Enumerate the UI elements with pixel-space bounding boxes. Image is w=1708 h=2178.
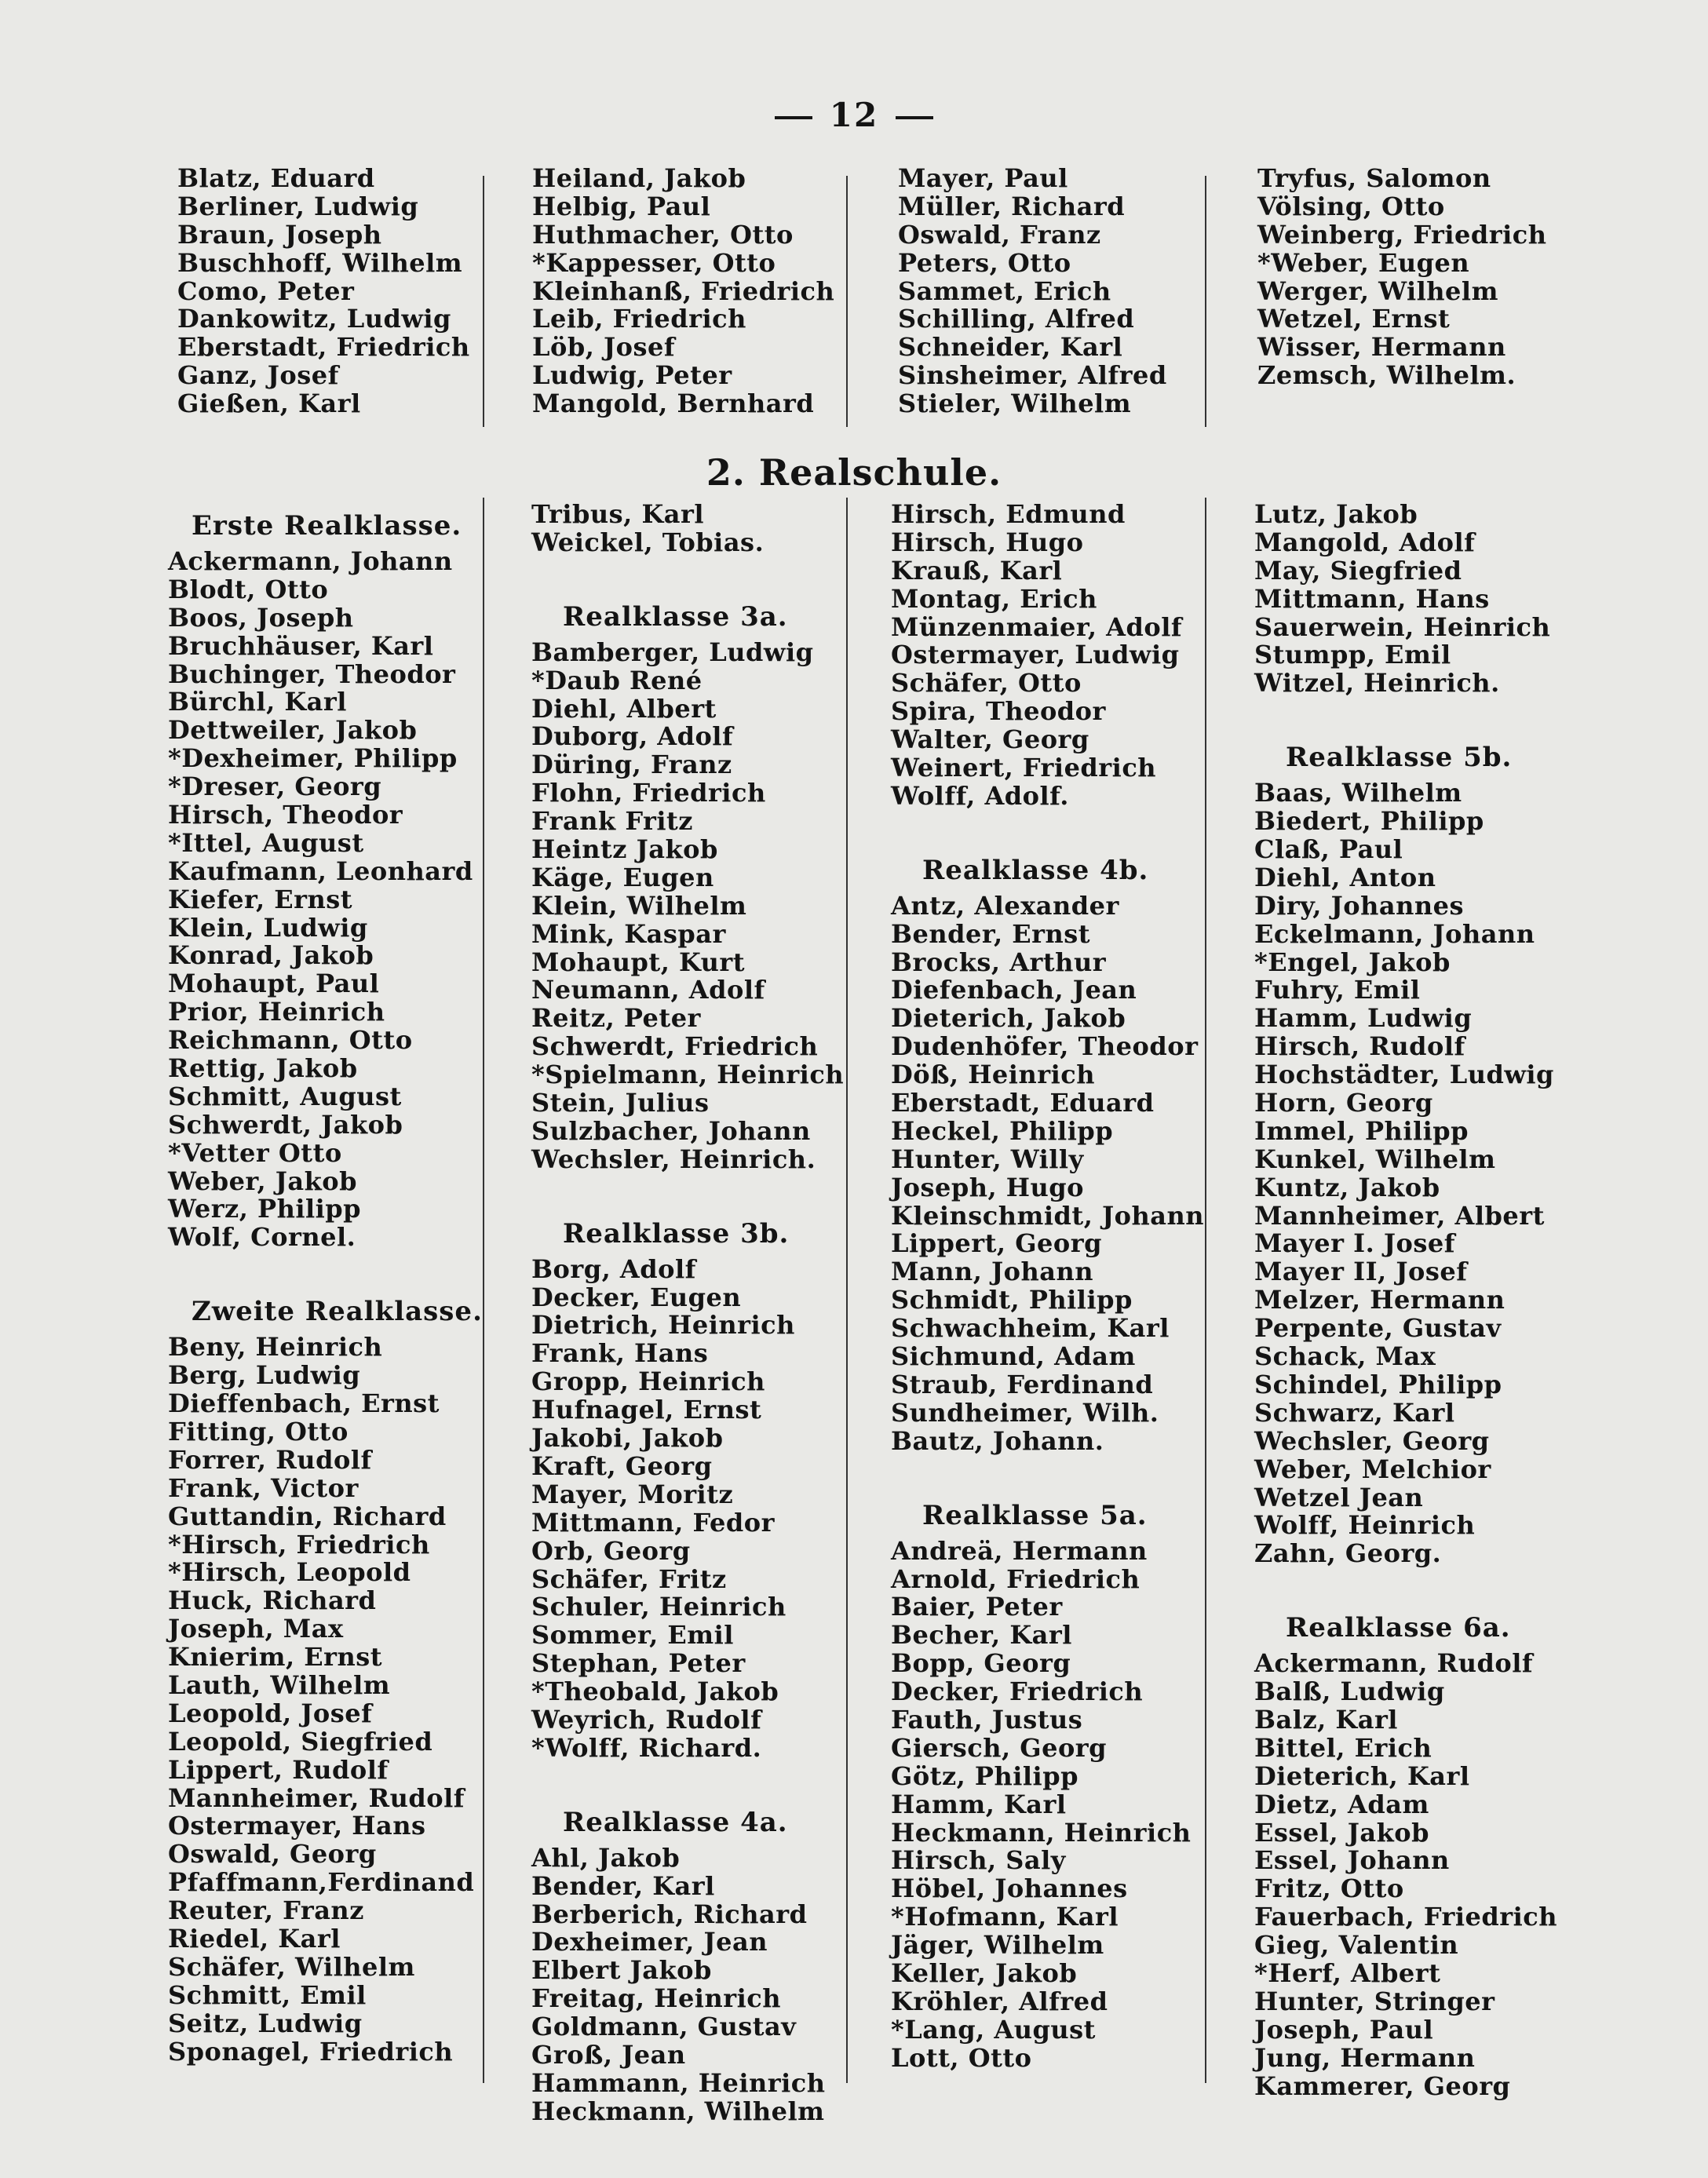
name-entry: *Kappesser, Otto [532, 247, 776, 278]
name-entry: Lutz, Jakob [1254, 499, 1418, 529]
name-entry: Ahl, Jakob [531, 1842, 681, 1873]
name-entry: Hammann, Heinrich [531, 2067, 826, 2098]
class-lists-section [0, 487, 1708, 2126]
name-entry: Kröhler, Alfred [891, 1986, 1108, 2016]
class-title: Realklasse 6a. [1286, 1612, 1511, 1644]
name-entry: Schwerdt, Friedrich [531, 1031, 819, 1062]
name-entry: Sommer, Emil [531, 1620, 734, 1651]
name-entry: Orb, Georg [531, 1535, 691, 1566]
name-entry: *Vetter Otto [168, 1137, 342, 1168]
class-group [531, 501, 844, 557]
name-entry: Heiland, Jakob [532, 163, 746, 193]
column-rule [1205, 176, 1206, 427]
name-entry: Huthmacher, Otto [532, 219, 794, 250]
name-entry: Schindel, Philipp [1254, 1369, 1502, 1399]
name-entry: Hamm, Ludwig [1254, 1003, 1473, 1034]
name-entry: Frank, Victor [168, 1472, 359, 1503]
name-entry: Kaufmann, Leonhard [168, 856, 473, 886]
name-entry: Weinert, Friedrich [891, 753, 1157, 783]
name-entry: Jäger, Wilhelm [891, 1930, 1104, 1961]
name-entry: *Hirsch, Leopold [168, 1557, 411, 1588]
name-entry: *Wolff, Richard. [531, 1732, 762, 1763]
class-group [891, 501, 1204, 811]
class-title: Zweite Realklasse. [192, 1296, 483, 1328]
student-list [531, 639, 844, 1174]
name-entry: Ostermayer, Ludwig [891, 640, 1180, 670]
student-list [1254, 501, 1557, 698]
name-entry: Giersch, Georg [891, 1732, 1108, 1763]
name-entry: Schuler, Heinrich [531, 1592, 786, 1622]
column-rule [483, 498, 484, 2083]
name-entry: Mannheimer, Rudolf [168, 1782, 465, 1813]
name-entry: Montag, Erich [891, 583, 1097, 614]
name-entry: Biedert, Philipp [1254, 806, 1484, 837]
name-entry: Wechsler, Georg [1254, 1425, 1490, 1456]
name-entry: Mayer I. Josef [1254, 1228, 1455, 1259]
name-entry: Heckmann, Wilhelm [531, 2096, 825, 2126]
name-entry: Jung, Hermann [1254, 2042, 1476, 2073]
name-entry: Buschhoff, Wilhelm [177, 247, 463, 278]
name-entry: Zemsch, Wilhelm. [1257, 360, 1516, 391]
name-entry: Werger, Wilhelm [1257, 275, 1498, 306]
dash-left [775, 116, 812, 119]
name-entry: Schilling, Alfred [898, 304, 1135, 334]
student-list [168, 1333, 483, 2066]
name-entry: Schäfer, Otto [891, 668, 1082, 699]
name-entry: Kleinschmidt, Johann [891, 1200, 1204, 1231]
name-entry: Gießen, Karl [177, 389, 361, 419]
name-entry: Ganz, Josef [177, 360, 339, 391]
name-entry: Frank Fritz [531, 806, 693, 837]
name-entry: Leopold, Josef [168, 1698, 373, 1728]
name-entry: Becher, Karl [891, 1620, 1072, 1651]
name-entry: Duborg, Adolf [531, 721, 734, 752]
name-entry: Reichmann, Otto [168, 1025, 413, 1056]
class-title: Realklasse 3a. [563, 600, 788, 633]
name-entry: Dankowitz, Ludwig [177, 304, 451, 334]
name-entry: Diefenbach, Jean [891, 975, 1137, 1005]
student-list [168, 548, 483, 1252]
name-entry: Antz, Alexander [891, 890, 1119, 921]
name-entry: May, Siegfried [1254, 555, 1462, 586]
name-entry: Stieler, Wilhelm [898, 389, 1132, 419]
name-entry: Hunter, Stringer [1254, 1986, 1495, 2016]
name-entry: Sinsheimer, Alfred [898, 360, 1167, 391]
continued-list-section [0, 165, 1708, 428]
name-entry: Wisser, Hermann [1257, 332, 1506, 363]
name-entry: Hamm, Karl [891, 1789, 1067, 1819]
name-entry: Berberich, Richard [531, 1899, 808, 1929]
student-list [1254, 1650, 1557, 2100]
name-entry: Decker, Eugen [531, 1282, 742, 1312]
name-entry: Eberstadt, Friedrich [177, 332, 470, 363]
name-entry: Neumann, Adolf [531, 975, 765, 1005]
name-entry: *Dexheimer, Philipp [168, 743, 458, 774]
name-entry: Ostermayer, Hans [168, 1811, 426, 1841]
class-group [1254, 1611, 1557, 2100]
name-entry: Frank, Hans [531, 1338, 709, 1369]
name-entry: Sammet, Erich [898, 275, 1111, 306]
name-entry: Mannheimer, Albert [1254, 1200, 1545, 1231]
name-entry: Ackermann, Johann [168, 546, 453, 576]
class-column-4 [1254, 501, 1557, 2100]
class-group [891, 853, 1204, 1456]
student-list [531, 1844, 844, 2126]
column-rule [483, 176, 484, 427]
name-entry: *Theobald, Jakob [531, 1676, 779, 1707]
name-entry: Heckel, Philipp [891, 1115, 1114, 1146]
class-group [531, 1805, 844, 2126]
name-entry: Wolff, Heinrich [1254, 1510, 1476, 1541]
name-entry: Völsing, Otto [1257, 191, 1445, 221]
top-column-4 [1257, 165, 1547, 390]
name-entry: Tribus, Karl [531, 499, 704, 529]
name-entry: Horn, Georg [1254, 1088, 1433, 1118]
name-entry: Oswald, Georg [168, 1839, 377, 1870]
name-entry: Lott, Otto [891, 2042, 1032, 2073]
name-entry: Schäfer, Fritz [531, 1563, 727, 1594]
class-group [531, 1217, 844, 1763]
name-entry: *Ittel, August [168, 827, 364, 858]
name-entry: Klein, Wilhelm [531, 890, 747, 921]
name-entry: Käge, Eugen [531, 862, 714, 892]
name-entry: Spira, Theodor [891, 696, 1106, 727]
name-entry: *Dreser, Georg [168, 772, 382, 802]
name-entry: Höbel, Johannes [891, 1873, 1128, 1904]
name-entry: Fuhry, Emil [1254, 975, 1421, 1005]
name-entry: Hirsch, Hugo [891, 527, 1084, 557]
name-entry: Bopp, Georg [891, 1648, 1071, 1679]
class-title: Realklasse 3b. [563, 1217, 790, 1250]
name-entry: Mayer II, Josef [1254, 1257, 1468, 1287]
student-list [891, 1535, 1204, 2073]
name-entry: Schmitt, Emil [168, 1979, 367, 2010]
page-number-line [0, 96, 1708, 134]
name-entry: Leib, Friedrich [532, 304, 746, 334]
name-entry: Wechsler, Heinrich. [531, 1144, 816, 1174]
name-entry: Ludwig, Peter [532, 360, 732, 391]
class-group [168, 1294, 483, 2066]
name-entry: Stein, Julius [531, 1088, 710, 1118]
name-entry: Weickel, Tobias. [531, 527, 765, 557]
top-column-3 [898, 165, 1167, 418]
name-entry: Lauth, Wilhelm [168, 1669, 391, 1700]
name-entry: Mangold, Adolf [1254, 527, 1476, 557]
name-entry: Mohaupt, Kurt [531, 947, 745, 977]
name-entry: Mittmann, Fedor [531, 1507, 775, 1538]
class-group [168, 509, 483, 1252]
name-entry: Melzer, Hermann [1254, 1285, 1505, 1315]
name-entry: Forrer, Rudolf [168, 1444, 372, 1475]
name-entry: Baier, Peter [891, 1592, 1063, 1622]
name-entry: Krauß, Karl [891, 555, 1063, 586]
name-entry: Reuter, Franz [168, 1895, 364, 1926]
name-entry: Fitting, Otto [168, 1416, 349, 1447]
name-entry: Helbig, Paul [532, 191, 711, 221]
name-entry: Konrad, Jakob [168, 940, 374, 971]
name-entry: Gropp, Heinrich [531, 1366, 765, 1397]
name-entry: Stephan, Peter [531, 1648, 746, 1679]
name-entry: Rettig, Jakob [168, 1053, 358, 1084]
section-heading: 2. Realschule. [706, 451, 1002, 494]
name-entry: Sponagel, Friedrich [168, 2036, 454, 2067]
name-entry: Lippert, Georg [891, 1228, 1102, 1259]
name-entry: Guttandin, Richard [168, 1501, 447, 1531]
name-entry: Freitag, Heinrich [531, 1983, 781, 2014]
name-entry: Dietz, Adam [1254, 1789, 1429, 1819]
name-entry: *Daub René [531, 665, 703, 695]
name-entry: Klein, Ludwig [168, 912, 368, 943]
name-entry: Hirsch, Rudolf [1254, 1031, 1465, 1062]
name-entry: Flohn, Friedrich [531, 778, 766, 808]
name-entry: Bamberger, Ludwig [531, 637, 814, 667]
name-entry: Dudenhöfer, Theodor [891, 1031, 1199, 1062]
name-entry: Schwerdt, Jakob [168, 1109, 403, 1140]
name-entry: Perpente, Gustav [1254, 1313, 1502, 1344]
name-entry: Wolf, Cornel. [168, 1222, 356, 1253]
name-entry: Kuntz, Jakob [1254, 1172, 1440, 1202]
name-entry: Joseph, Paul [1254, 2014, 1434, 2045]
name-entry: *Spielmann, Heinrich [531, 1060, 845, 1090]
name-entry: Zahn, Georg. [1254, 1538, 1442, 1569]
top-column-2 [532, 165, 834, 418]
name-entry: Como, Peter [177, 275, 355, 306]
name-entry: Hunter, Willy [891, 1144, 1084, 1174]
student-list [531, 501, 844, 557]
name-entry: Borg, Adolf [531, 1253, 696, 1284]
name-entry: Münzenmaier, Adolf [891, 611, 1183, 642]
name-entry: Reitz, Peter [531, 1003, 701, 1034]
class-group [1254, 740, 1557, 1568]
column-rule [846, 176, 848, 427]
name-entry: Müller, Richard [898, 191, 1126, 221]
name-entry: Weber, Melchior [1254, 1454, 1491, 1484]
student-list [531, 1253, 844, 1763]
name-entry: Wetzel, Ernst [1257, 304, 1451, 334]
name-entry: Sauerwein, Heinrich [1254, 611, 1551, 642]
top-column-1 [177, 165, 470, 418]
name-entry: Hirsch, Edmund [891, 499, 1126, 529]
name-entry: Weyrich, Rudolf [531, 1704, 762, 1735]
name-entry: Schwarz, Karl [1254, 1397, 1455, 1428]
name-entry: Blodt, Otto [168, 574, 329, 604]
name-entry: Ackermann, Rudolf [1254, 1648, 1534, 1679]
name-entry: Bender, Ernst [891, 918, 1091, 949]
name-entry: Kiefer, Ernst [168, 884, 353, 914]
class-group [1254, 501, 1557, 698]
name-entry: Essel, Jakob [1254, 1817, 1429, 1848]
name-entry: Witzel, Heinrich. [1254, 668, 1500, 699]
name-entry: Leopold, Siegfried [168, 1726, 433, 1757]
name-entry: Sichmund, Adam [891, 1341, 1136, 1372]
name-entry: Weinberg, Friedrich [1257, 219, 1547, 250]
class-group [891, 1498, 1204, 2073]
name-entry: Diry, Johannes [1254, 890, 1464, 921]
name-entry: Goldmann, Gustav [531, 2012, 797, 2042]
name-entry: Immel, Philipp [1254, 1115, 1469, 1146]
name-entry: Berg, Ludwig [168, 1360, 361, 1391]
name-entry: Mann, Johann [891, 1257, 1093, 1287]
name-entry: *Lang, August [891, 2014, 1096, 2045]
name-entry: Jakobi, Jakob [531, 1423, 724, 1454]
name-entry: Mink, Kaspar [531, 918, 726, 949]
name-entry: Balß, Ludwig [1254, 1676, 1445, 1707]
name-entry: Schwachheim, Karl [891, 1313, 1170, 1344]
name-entry: Mittmann, Hans [1254, 583, 1490, 614]
name-entry: Sundheimer, Wilh. [891, 1397, 1159, 1428]
class-column-3 [891, 501, 1204, 2073]
name-entry: Oswald, Franz [898, 219, 1101, 250]
name-entry: Fauerbach, Friedrich [1254, 1902, 1557, 1932]
name-entry: Decker, Friedrich [891, 1676, 1144, 1707]
name-entry: Werz, Philipp [168, 1194, 362, 1224]
name-entry: Mayer, Paul [898, 163, 1068, 193]
name-entry: Kleinhanß, Friedrich [532, 275, 835, 306]
column-rule [1205, 498, 1206, 2083]
dash-right [896, 116, 933, 119]
name-entry: Heintz Jakob [531, 834, 718, 865]
name-entry: Schäfer, Wilhelm [168, 1951, 415, 1982]
name-entry: Bittel, Erich [1254, 1732, 1432, 1763]
name-entry: Diehl, Anton [1254, 862, 1436, 892]
name-entry: Schmitt, August [168, 1081, 402, 1111]
name-entry: Fritz, Otto [1254, 1873, 1404, 1904]
name-entry: Keller, Jakob [891, 1957, 1078, 1988]
class-title: Realklasse 4a. [563, 1806, 788, 1838]
name-entry: Wetzel Jean [1254, 1482, 1424, 1512]
name-entry: Groß, Jean [531, 2039, 686, 2070]
name-entry: Joseph, Max [168, 1614, 344, 1644]
name-entry: Knierim, Ernst [168, 1642, 383, 1673]
name-entry: Mohaupt, Paul [168, 969, 380, 999]
name-entry: *Herf, Albert [1254, 1957, 1441, 1988]
name-entry: Dettweiler, Jakob [168, 715, 418, 746]
name-entry: Schmidt, Philipp [891, 1285, 1133, 1315]
name-entry: Kunkel, Wilhelm [1254, 1144, 1496, 1174]
name-entry: Joseph, Hugo [891, 1172, 1084, 1202]
name-entry: Tryfus, Salomon [1257, 163, 1491, 193]
name-entry: Löb, Josef [532, 332, 676, 363]
name-entry: Prior, Heinrich [168, 997, 385, 1027]
name-entry: Pfaffmann,Ferdinand [168, 1867, 475, 1898]
name-entry: Fauth, Justus [891, 1704, 1083, 1735]
class-title: Realklasse 5a. [922, 1499, 1148, 1531]
name-entry: Bender, Karl [531, 1870, 715, 1901]
name-entry: Huck, Richard [168, 1585, 377, 1616]
name-entry: Balz, Karl [1254, 1704, 1398, 1735]
name-entry: Diehl, Albert [531, 693, 717, 724]
name-entry: Heckmann, Heinrich [891, 1817, 1192, 1848]
name-entry: Dietrich, Heinrich [531, 1310, 795, 1341]
name-entry: Dexheimer, Jean [531, 1927, 768, 1957]
name-entry: Schack, Max [1254, 1341, 1436, 1372]
name-entry: Götz, Philipp [891, 1760, 1078, 1791]
name-entry: Dieterich, Karl [1254, 1760, 1470, 1791]
name-entry: Andreä, Hermann [891, 1535, 1148, 1566]
name-entry: Weber, Jakob [168, 1166, 357, 1196]
name-entry: Hirsch, Saly [891, 1845, 1066, 1876]
name-entry: *Weber, Eugen [1257, 247, 1470, 278]
class-title: Realklasse 5b. [1286, 742, 1513, 774]
name-entry: Braun, Joseph [177, 219, 382, 250]
name-entry: Brocks, Arthur [891, 947, 1107, 977]
name-entry: *Hirsch, Friedrich [168, 1529, 430, 1560]
name-entry: Eckelmann, Johann [1254, 918, 1535, 949]
name-entry: Dieterich, Jakob [891, 1003, 1126, 1034]
name-entry: Walter, Georg [891, 724, 1089, 755]
name-entry: Straub, Ferdinand [891, 1369, 1154, 1399]
name-entry: Elbert Jakob [531, 1955, 712, 1986]
name-entry: Schneider, Karl [898, 332, 1123, 363]
class-group [531, 600, 844, 1174]
name-entry: Düring, Franz [531, 750, 732, 780]
name-entry: Stumpp, Emil [1254, 640, 1451, 670]
name-entry: Dieffenbach, Ernst [168, 1388, 440, 1419]
name-entry: Döß, Heinrich [891, 1060, 1095, 1090]
name-entry: Baas, Wilhelm [1254, 778, 1462, 808]
page-number: 12 [829, 96, 879, 134]
name-entry: Seitz, Ludwig [168, 2008, 363, 2038]
name-entry: Gieg, Valentin [1254, 1930, 1459, 1961]
name-entry: Berliner, Ludwig [177, 191, 419, 221]
name-entry: Arnold, Friedrich [891, 1563, 1140, 1594]
name-entry: Kammerer, Georg [1254, 2070, 1511, 2101]
name-entry: *Hofmann, Karl [891, 1902, 1119, 1932]
name-entry: Lippert, Rudolf [168, 1754, 389, 1785]
name-entry: Blatz, Eduard [177, 163, 375, 193]
class-column-2 [531, 501, 844, 2126]
name-entry: Peters, Otto [898, 247, 1071, 278]
name-entry: Essel, Johann [1254, 1845, 1450, 1876]
name-entry: Mangold, Bernhard [532, 389, 815, 419]
name-entry: *Engel, Jakob [1254, 947, 1451, 977]
name-entry: Bürchl, Karl [168, 687, 347, 717]
name-entry: Boos, Joseph [168, 602, 354, 633]
name-entry: Hochstädter, Ludwig [1254, 1060, 1554, 1090]
column-rule [846, 498, 848, 2083]
name-entry: Mayer, Moritz [531, 1479, 734, 1509]
student-list [891, 892, 1204, 1456]
name-entry: Buchinger, Theodor [168, 659, 456, 689]
name-entry: Eberstadt, Eduard [891, 1088, 1155, 1118]
name-entry: Hirsch, Theodor [168, 800, 403, 830]
name-entry: Hufnagel, Ernst [531, 1395, 762, 1425]
class-title: Erste Realklasse. [192, 510, 462, 542]
name-entry: Kraft, Georg [531, 1450, 713, 1481]
name-entry: Claß, Paul [1254, 834, 1403, 865]
name-entry: Bautz, Johann. [891, 1425, 1104, 1456]
class-column-1 [168, 501, 483, 2066]
student-list [1254, 779, 1557, 1568]
student-list [891, 501, 1204, 811]
name-entry: Riedel, Karl [168, 1923, 341, 1954]
name-entry: Bruchhäuser, Karl [168, 630, 434, 661]
name-entry: Beny, Heinrich [168, 1332, 383, 1363]
name-entry: Sulzbacher, Johann [531, 1115, 811, 1146]
class-title: Realklasse 4b. [922, 854, 1149, 886]
name-entry: Wolff, Adolf. [891, 780, 1069, 811]
